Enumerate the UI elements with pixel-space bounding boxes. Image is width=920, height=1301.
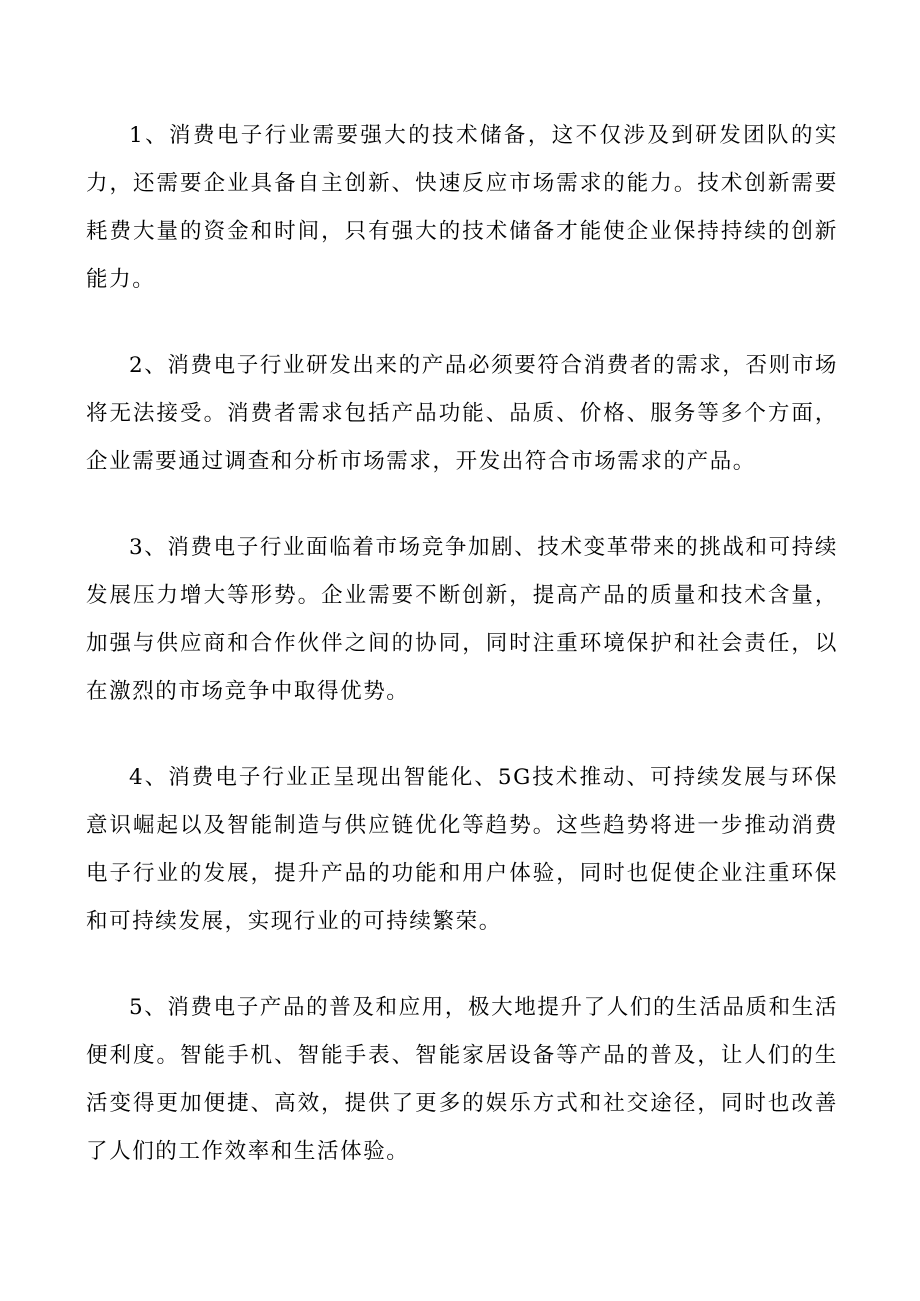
document-body — [86, 112, 838, 1214]
paragraph-4: 4、消费电子行业正呈现出智能化、5G技术推动、可持续发展与环保意识崛起以及智能制造与供应链优化等趋势。这些趋势将进一步推动消费电子行业的发展，提升产品的功能和用户体验，同时也促使企业注重环保和可持续发展，实现行业的可持续繁荣。 — [86, 765, 838, 934]
paragraph-1: 1、消费电子行业需要强大的技术储备，这不仅涉及到研发团队的实力，还需要企业具备自主创新、快速反应市场需求的能力。技术创新需要耗费大量的资金和时间，只有强大的技术储备才能使企业保持持续的创新能力。 — [86, 123, 838, 292]
paragraph-2: 2、消费电子行业研发出来的产品必须要符合消费者的需求，否则市场将无法接受。消费者需求包括产品功能、品质、价格、服务等多个方面，企业需要通过调查和分析市场需求，开发出符合市场需求的产品。 — [86, 353, 838, 474]
paragraph-5: 5、消费电子产品的普及和应用，极大地提升了人们的生活品质和生活便利度。智能手机、智能手表、智能家居设备等产品的普及，让人们的生活变得更加便捷、高效，提供了更多的娱乐方式和社交途径，同时也改善了人们的工作效率和生活体验。 — [86, 995, 838, 1164]
paragraph-3: 3、消费电子行业面临着市场竞争加剧、技术变革带来的挑战和可持续发展压力增大等形势。企业需要不断创新，提高产品的质量和技术含量，加强与供应商和合作伙伴之间的协同，同时注重环境保护和社会责任，以在激烈的市场竞争中取得优势。 — [86, 535, 838, 704]
